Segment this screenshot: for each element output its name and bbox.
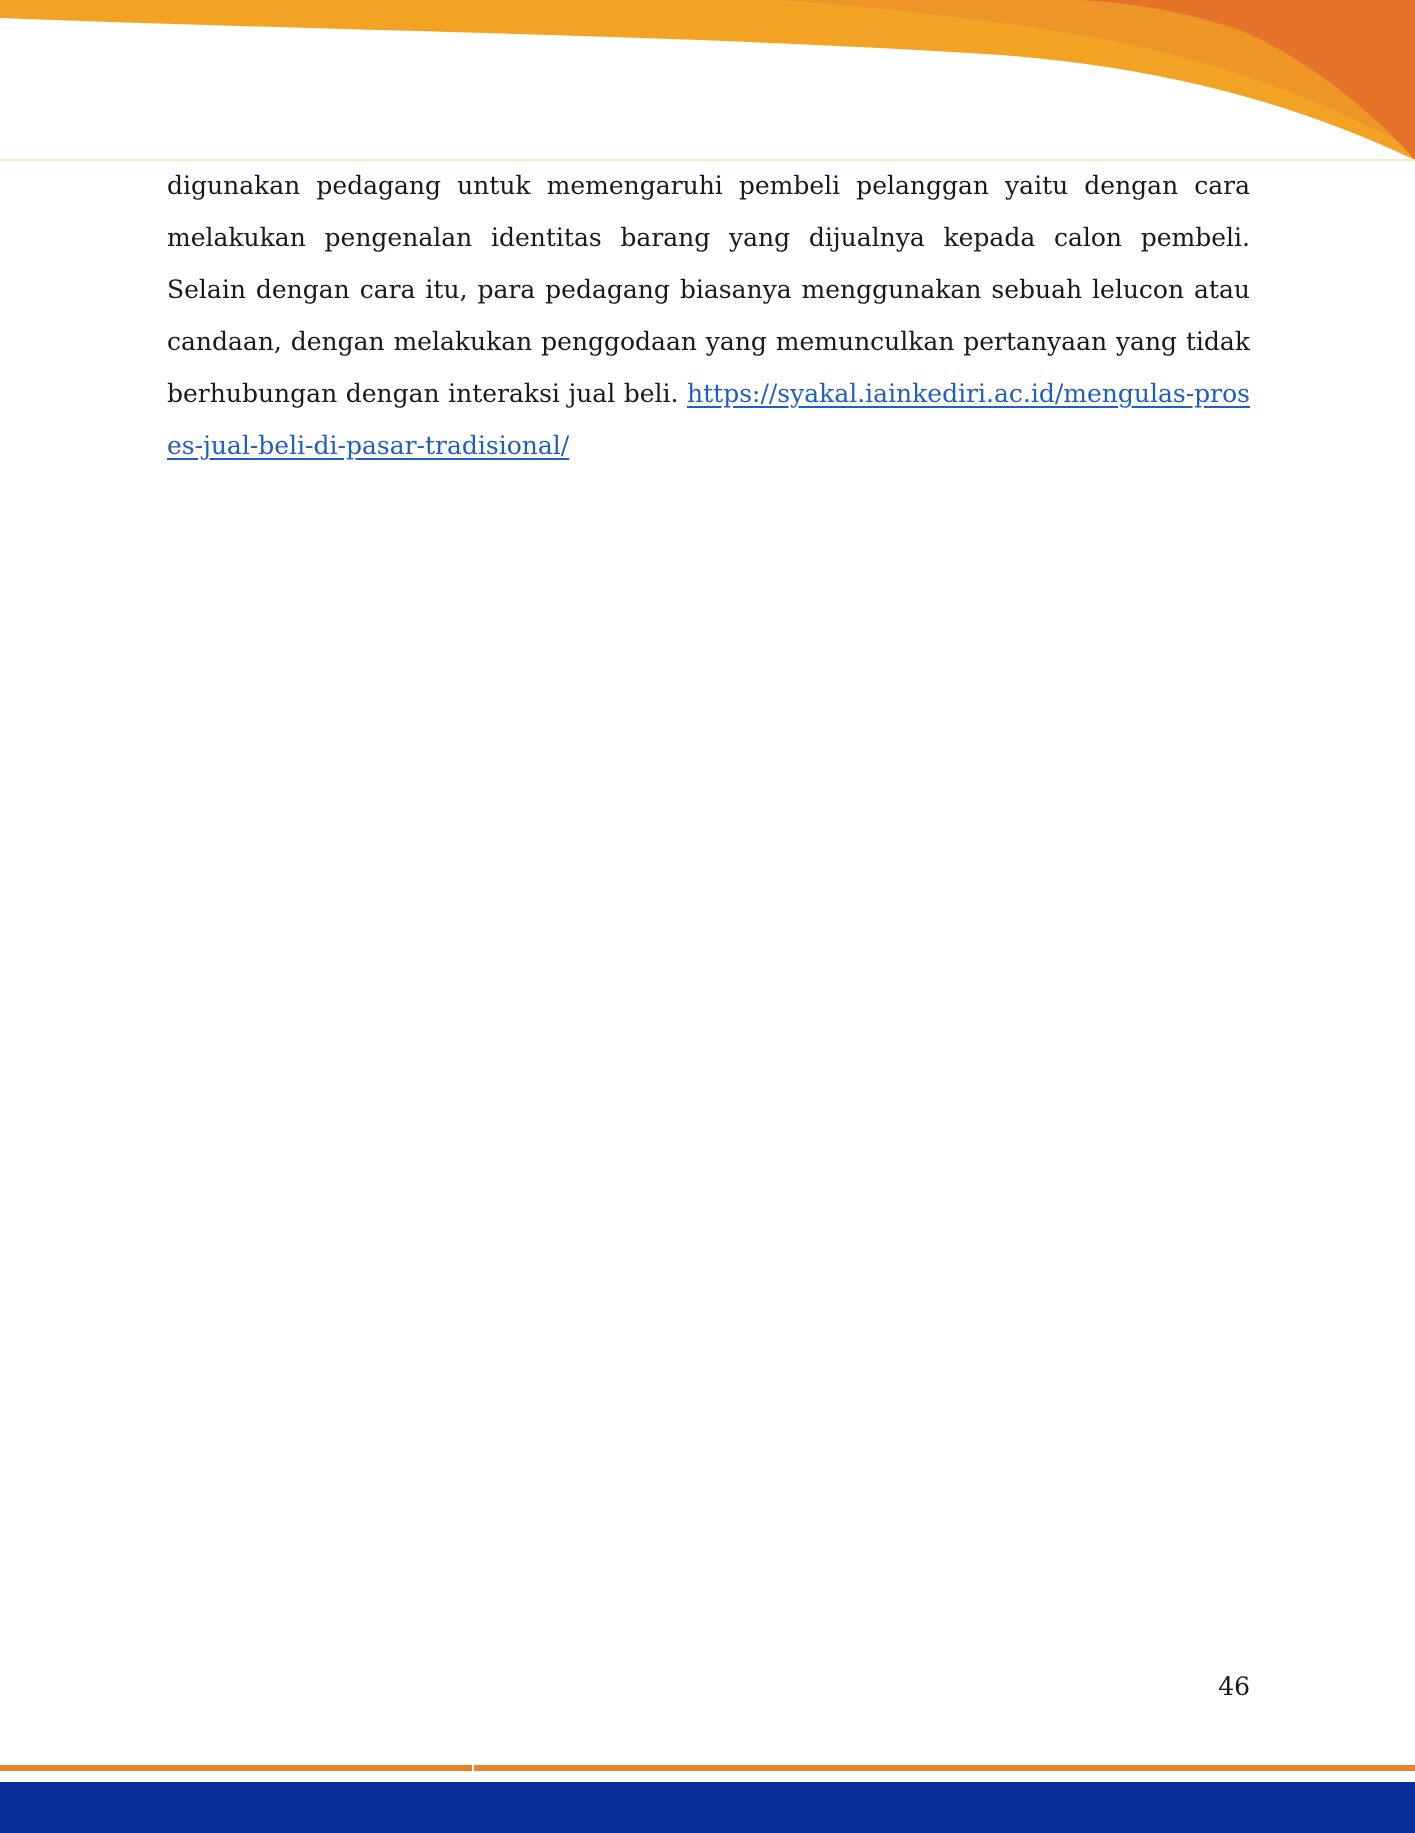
body-text: digunakan pedagang untuk memengaruhi pembeli pelanggan yaitu dengan cara melakukan pengenalan identitas barang yang dijualnya kepada calon pembeli. Selain dengan cara itu, para pedagang biasanya menggunakan sebuah lelucon atau candaan, dengan melakukan penggodaan yang memunculkan pertanyaan yang tidak berhubungan dengan interaksi jual beli.	[167, 171, 1250, 408]
footer-blue-bar	[0, 1782, 1415, 1833]
header-wave-decoration	[0, 0, 1415, 170]
footer-orange-line	[0, 1765, 1415, 1771]
page-number: 46	[1218, 1672, 1250, 1701]
reference-link[interactable]: https://syakal.iainkediri.ac.id/mengulas-proses-jual-beli-di-pasar-tradisional/	[167, 379, 1250, 460]
footer-line-gap	[472, 1765, 474, 1771]
body-paragraph	[167, 160, 1250, 472]
